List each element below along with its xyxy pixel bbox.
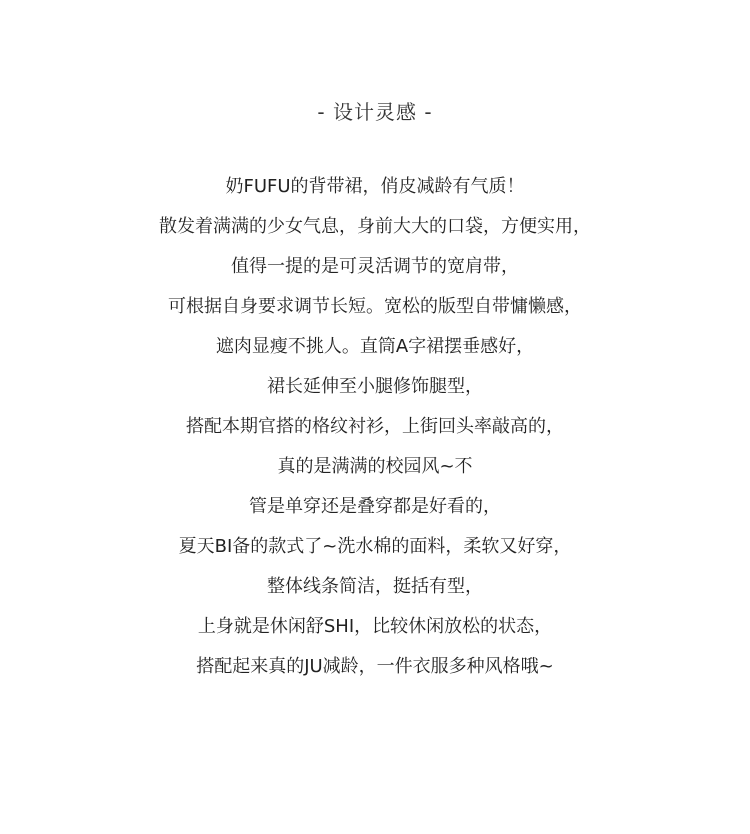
description-line: 奶FUFU的背带裙，俏皮减龄有气质！ bbox=[225, 176, 525, 197]
section-heading: - 设计灵感 - bbox=[317, 100, 433, 124]
description-line: 搭配本期官搭的格纹衬衫，上街回头率敲高的， bbox=[186, 416, 564, 437]
description-line: 遮肉显瘦不挑人。直筒A字裙摆垂感好， bbox=[215, 336, 535, 357]
description-line: 值得一提的是可灵活调节的宽肩带， bbox=[231, 256, 519, 277]
description-line: 可根据自身要求调节长短。宽松的版型自带慵懒感， bbox=[168, 296, 582, 317]
description-line: 裙长延伸至小腿修饰腿型， bbox=[267, 376, 483, 397]
description-line: 真的是满满的校园风~不 bbox=[277, 456, 473, 477]
description-line: 散发着满满的少女气息，身前大大的口袋，方便实用， bbox=[159, 216, 591, 237]
description-line: 整体线条简洁，挺括有型， bbox=[267, 576, 483, 597]
description-line: 夏天BI备的款式了~洗水棉的面料，柔软又好穿， bbox=[178, 536, 572, 557]
description-line: 搭配起来真的JU减龄，一件衣服多种风格哦~ bbox=[196, 656, 554, 677]
description-line: 管是单穿还是叠穿都是好看的， bbox=[249, 496, 501, 517]
description-line: 上身就是休闲舒SHI，比较休闲放松的状态， bbox=[197, 616, 553, 637]
description-text bbox=[0, 172, 750, 692]
